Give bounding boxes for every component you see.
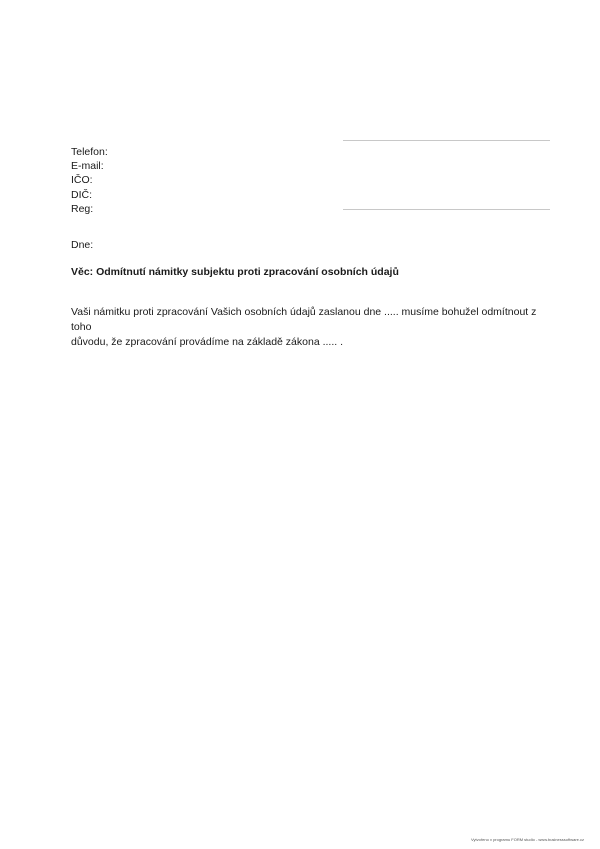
- contact-block: [71, 145, 108, 216]
- dic-label: DIČ:: [71, 188, 92, 201]
- body-line-1: Vaši námitku proti zpracování Vašich osobních údajů zaslanou dne ..... musíme bohužel odmítnout z toho: [71, 306, 537, 333]
- date-label: Dne:: [71, 239, 94, 251]
- phone-label: Telefon:: [71, 146, 108, 158]
- reg-label: Reg:: [71, 202, 94, 215]
- ico-label: IČO:: [71, 174, 93, 187]
- letter-body: [71, 305, 551, 350]
- footer-credit: Vytvořeno v programu FORM studio - www.businesssoftware.cz: [470, 837, 584, 842]
- address-divider-bottom: [343, 209, 550, 210]
- body-line-2: důvodu, že zpracování provádíme na základě zákona ..... .: [71, 336, 343, 348]
- email-label: E-mail:: [71, 160, 104, 173]
- address-divider-top: [343, 140, 550, 141]
- subject-line: Věc: Odmítnutí námitky subjektu proti zpracování osobních údajů: [71, 266, 399, 278]
